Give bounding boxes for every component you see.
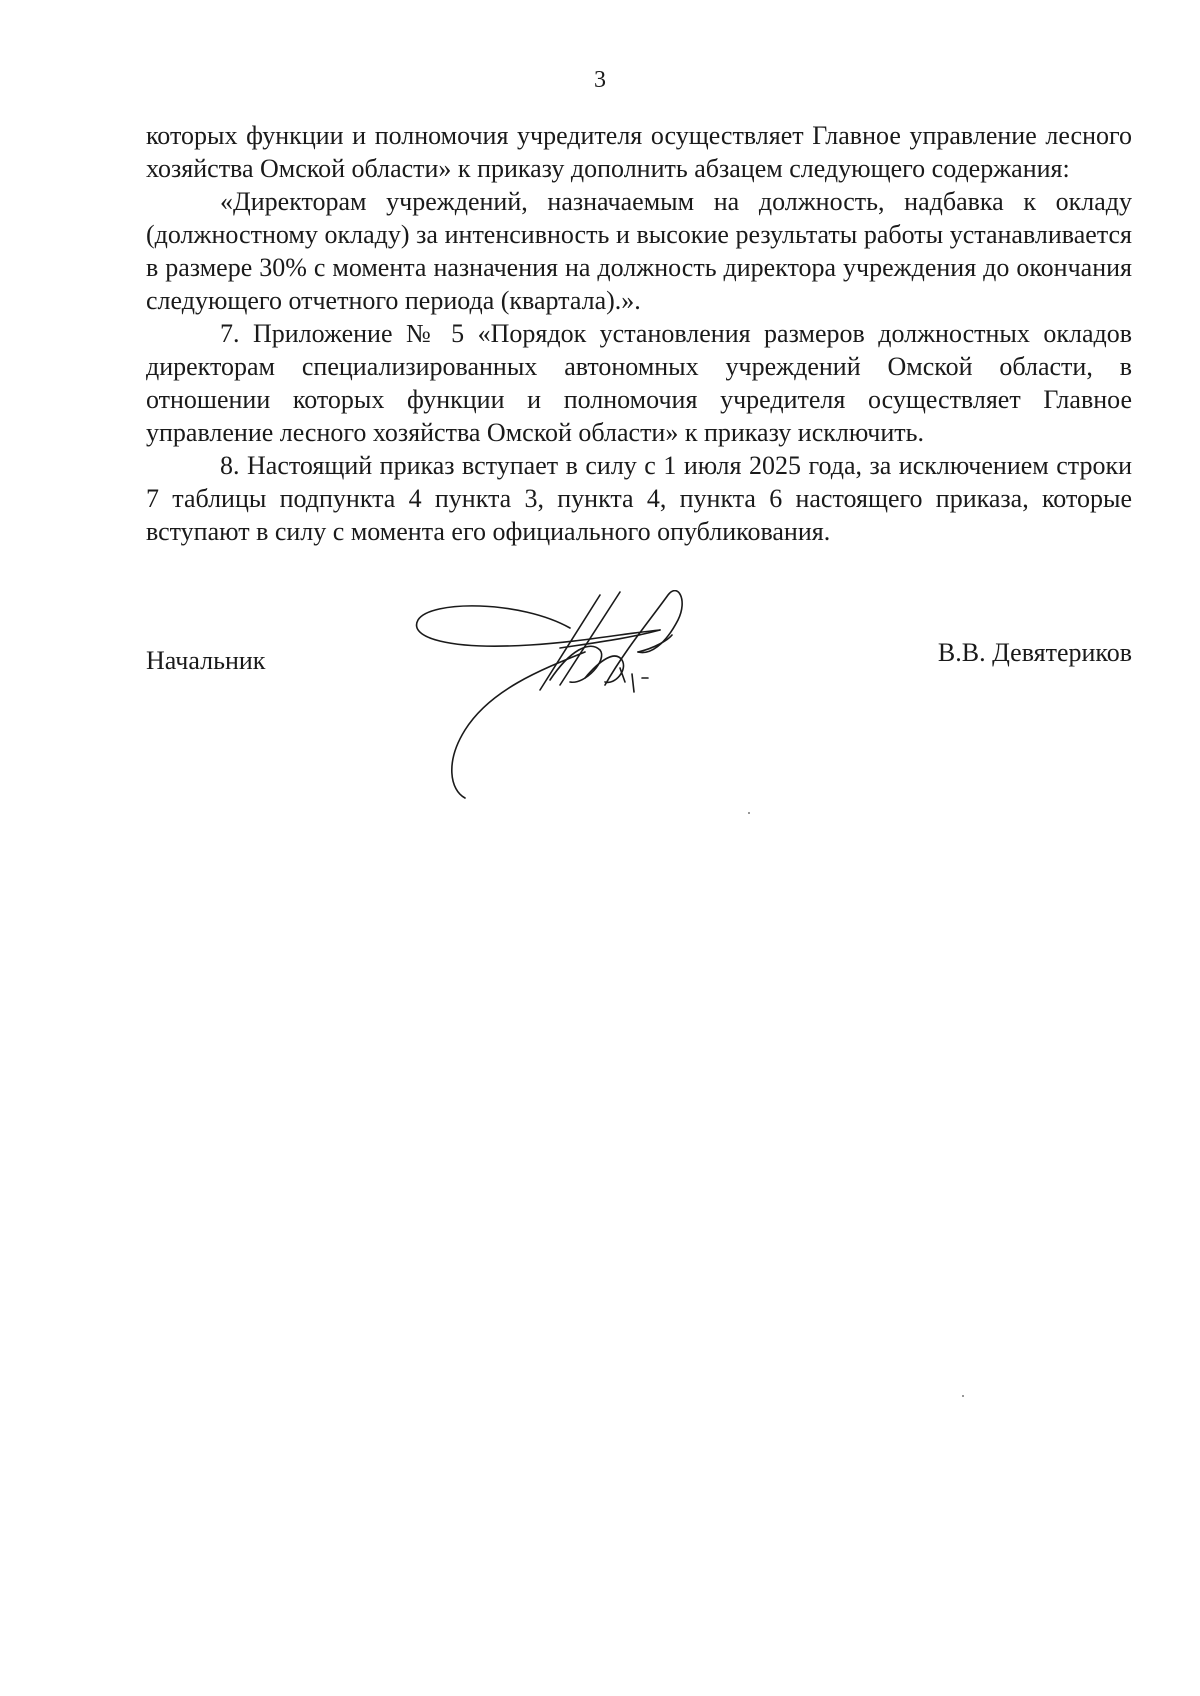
paragraph-quoted-addition: «Директорам учреждений, назначаемым на должность, надбавка к окладу (должностному окладу) за интенсивность и высокие результаты работы устанавливается в размере 30% с момента назначения на должность директора учреждения до окончания следующего отчетного периода (квартала).».	[146, 187, 1132, 315]
document-body	[146, 119, 1132, 548]
paragraph-continuation: которых функции и полномочия учредителя осуществляет Главное управление лесного хозяйства Омской области» к приказу дополнить абзацем следующего содержания:	[146, 121, 1132, 183]
handwritten-signature	[410, 590, 770, 820]
signatory-title: Начальник	[146, 646, 266, 675]
scan-speck	[748, 812, 750, 814]
paragraph-item-8: 8. Настоящий приказ вступает в силу с 1 июля 2025 года, за исключением строки 7 таблицы подпункта 4 пункта 3, пункта 4, пункта 6 настоящего приказа, которые вступают в силу с момента его официального опубликования.	[146, 451, 1132, 546]
paragraph-item-7: 7. Приложение № 5 «Порядок установления размеров должностных окладов директорам специализированных автономных учреждений Омской области, в отношении которых функции и полномочия учредителя осуществляет Главное управление лесного хозяйства Омской области» к приказу исключить.	[146, 319, 1132, 447]
scan-speck	[962, 1395, 964, 1397]
page-number: 3	[594, 67, 606, 93]
signatory-name: В.В. Девятериков	[937, 638, 1132, 667]
